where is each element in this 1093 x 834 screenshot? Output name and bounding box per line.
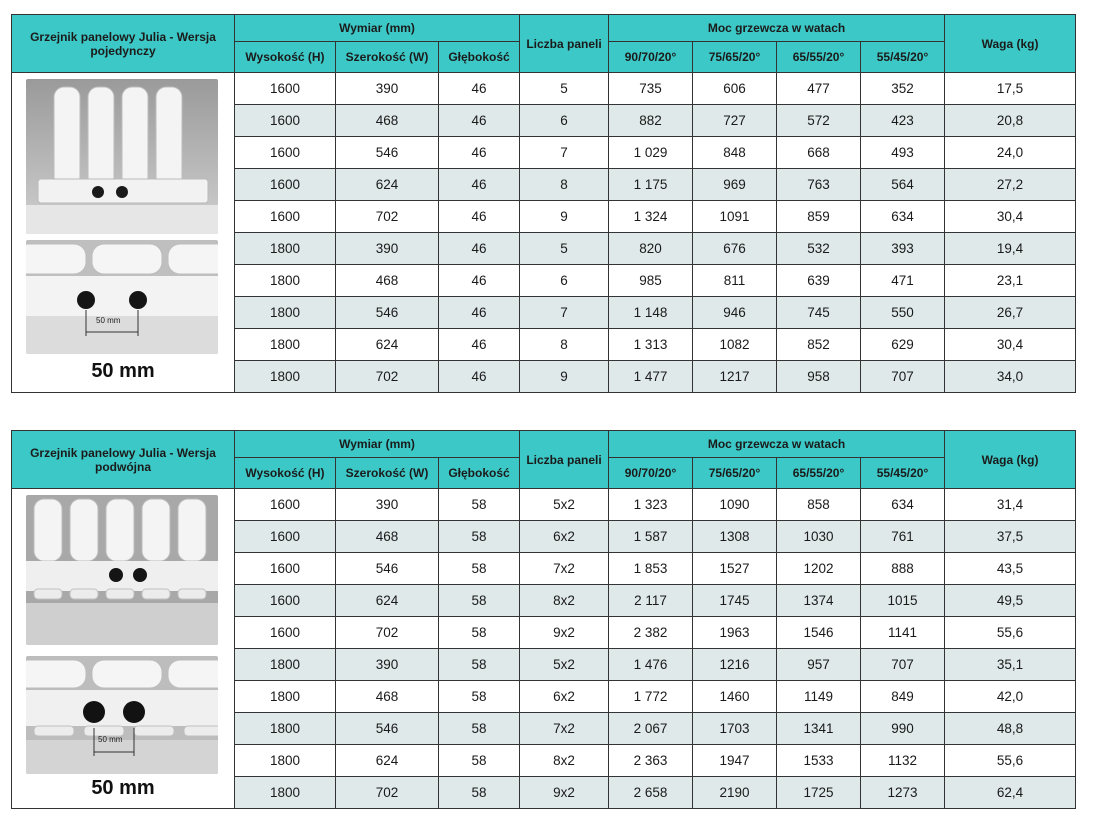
panels-header: Liczba paneli xyxy=(520,15,609,73)
panels-cell: 9 xyxy=(520,361,609,393)
power-75-cell: 1460 xyxy=(693,681,777,713)
weight-cell: 55,6 xyxy=(945,617,1076,649)
weight-cell: 27,2 xyxy=(945,169,1076,201)
panels-cell: 6 xyxy=(520,105,609,137)
radiator-photo-front xyxy=(26,79,218,234)
depth-cell: 46 xyxy=(439,329,520,361)
power-75-cell: 1947 xyxy=(693,745,777,777)
power-55-cell: 423 xyxy=(861,105,945,137)
power-90-cell: 1 324 xyxy=(609,201,693,233)
power-col-header: 75/65/20° xyxy=(693,458,777,489)
panels-cell: 8x2 xyxy=(520,745,609,777)
depth-cell: 46 xyxy=(439,297,520,329)
power-75-cell: 1216 xyxy=(693,649,777,681)
power-55-cell: 393 xyxy=(861,233,945,265)
power-90-cell: 1 323 xyxy=(609,489,693,521)
radiator-table-single xyxy=(11,14,1076,393)
product-images xyxy=(12,489,235,809)
depth-cell: 46 xyxy=(439,265,520,297)
power-65-cell: 1533 xyxy=(777,745,861,777)
depth-cell: 58 xyxy=(439,617,520,649)
power-65-cell: 668 xyxy=(777,137,861,169)
power-col-header: 75/65/20° xyxy=(693,42,777,73)
width-cell: 624 xyxy=(336,745,439,777)
height-cell: 1800 xyxy=(235,361,336,393)
height-cell: 1600 xyxy=(235,553,336,585)
weight-cell: 48,8 xyxy=(945,713,1076,745)
power-55-cell: 888 xyxy=(861,553,945,585)
depth-cell: 58 xyxy=(439,649,520,681)
power-55-cell: 707 xyxy=(861,649,945,681)
width-cell: 546 xyxy=(336,137,439,169)
height-cell: 1800 xyxy=(235,329,336,361)
radiator-table-double xyxy=(11,430,1076,809)
power-65-cell: 532 xyxy=(777,233,861,265)
power-75-cell: 1090 xyxy=(693,489,777,521)
power-55-cell: 634 xyxy=(861,201,945,233)
panels-cell: 7x2 xyxy=(520,553,609,585)
power-75-cell: 1745 xyxy=(693,585,777,617)
power-75-cell: 1091 xyxy=(693,201,777,233)
height-cell: 1600 xyxy=(235,585,336,617)
width-cell: 390 xyxy=(336,73,439,105)
width-cell: 546 xyxy=(336,553,439,585)
height-cell: 1600 xyxy=(235,489,336,521)
depth-cell: 58 xyxy=(439,777,520,809)
height-cell: 1600 xyxy=(235,137,336,169)
width-cell: 468 xyxy=(336,521,439,553)
radiator-photo-connectors xyxy=(26,240,218,354)
power-55-cell: 1141 xyxy=(861,617,945,649)
power-col-header: 55/45/20° xyxy=(861,42,945,73)
dimension-header: Wymiar (mm) xyxy=(235,431,520,458)
power-65-cell: 1030 xyxy=(777,521,861,553)
power-55-cell: 1273 xyxy=(861,777,945,809)
weight-cell: 62,4 xyxy=(945,777,1076,809)
panels-cell: 5x2 xyxy=(520,649,609,681)
weight-cell: 34,0 xyxy=(945,361,1076,393)
width-cell: 546 xyxy=(336,713,439,745)
radiator-photo-front xyxy=(26,495,218,645)
power-90-cell: 2 382 xyxy=(609,617,693,649)
power-90-cell: 820 xyxy=(609,233,693,265)
power-header: Moc grzewcza w watach xyxy=(609,431,945,458)
weight-cell: 30,4 xyxy=(945,201,1076,233)
height-cell: 1800 xyxy=(235,265,336,297)
power-65-cell: 745 xyxy=(777,297,861,329)
power-col-header: 65/55/20° xyxy=(777,42,861,73)
weight-cell: 42,0 xyxy=(945,681,1076,713)
depth-cell: 46 xyxy=(439,137,520,169)
power-col-header: 90/70/20° xyxy=(609,458,693,489)
power-65-cell: 1341 xyxy=(777,713,861,745)
height-header: Wysokość (H) xyxy=(235,458,336,489)
power-90-cell: 2 067 xyxy=(609,713,693,745)
height-cell: 1800 xyxy=(235,233,336,265)
power-65-cell: 1725 xyxy=(777,777,861,809)
power-90-cell: 2 363 xyxy=(609,745,693,777)
power-90-cell: 882 xyxy=(609,105,693,137)
power-75-cell: 848 xyxy=(693,137,777,169)
height-cell: 1800 xyxy=(235,777,336,809)
power-75-cell: 1217 xyxy=(693,361,777,393)
width-cell: 390 xyxy=(336,649,439,681)
table-title: Grzejnik panelowy Julia - Wersja podwójna xyxy=(12,431,235,489)
power-75-cell: 1527 xyxy=(693,553,777,585)
power-65-cell: 1149 xyxy=(777,681,861,713)
width-cell: 390 xyxy=(336,233,439,265)
depth-cell: 58 xyxy=(439,745,520,777)
height-cell: 1800 xyxy=(235,681,336,713)
power-col-header: 55/45/20° xyxy=(861,458,945,489)
height-cell: 1600 xyxy=(235,201,336,233)
power-header: Moc grzewcza w watach xyxy=(609,15,945,42)
table-row xyxy=(12,489,1076,521)
depth-cell: 46 xyxy=(439,361,520,393)
panels-cell: 7 xyxy=(520,137,609,169)
depth-cell: 46 xyxy=(439,73,520,105)
power-65-cell: 572 xyxy=(777,105,861,137)
power-75-cell: 1082 xyxy=(693,329,777,361)
power-90-cell: 1 029 xyxy=(609,137,693,169)
panels-cell: 5 xyxy=(520,73,609,105)
height-cell: 1600 xyxy=(235,521,336,553)
power-75-cell: 1963 xyxy=(693,617,777,649)
weight-cell: 20,8 xyxy=(945,105,1076,137)
weight-header: Waga (kg) xyxy=(945,431,1076,489)
depth-cell: 58 xyxy=(439,713,520,745)
ruler-label: 50 mm xyxy=(98,735,123,744)
power-65-cell: 1202 xyxy=(777,553,861,585)
panels-cell: 9x2 xyxy=(520,777,609,809)
panels-header: Liczba paneli xyxy=(520,431,609,489)
power-55-cell: 761 xyxy=(861,521,945,553)
width-cell: 624 xyxy=(336,169,439,201)
panels-cell: 8 xyxy=(520,169,609,201)
power-65-cell: 859 xyxy=(777,201,861,233)
power-75-cell: 1703 xyxy=(693,713,777,745)
power-55-cell: 550 xyxy=(861,297,945,329)
power-55-cell: 352 xyxy=(861,73,945,105)
width-cell: 624 xyxy=(336,585,439,617)
power-55-cell: 493 xyxy=(861,137,945,169)
weight-cell: 55,6 xyxy=(945,745,1076,777)
table-title: Grzejnik panelowy Julia - Wersja pojedynczy xyxy=(12,15,235,73)
power-55-cell: 1132 xyxy=(861,745,945,777)
panels-cell: 8x2 xyxy=(520,585,609,617)
height-cell: 1800 xyxy=(235,713,336,745)
power-55-cell: 1015 xyxy=(861,585,945,617)
power-65-cell: 852 xyxy=(777,329,861,361)
width-cell: 702 xyxy=(336,777,439,809)
width-cell: 702 xyxy=(336,361,439,393)
power-55-cell: 990 xyxy=(861,713,945,745)
height-header: Wysokość (H) xyxy=(235,42,336,73)
height-cell: 1600 xyxy=(235,73,336,105)
power-col-header: 90/70/20° xyxy=(609,42,693,73)
power-90-cell: 1 313 xyxy=(609,329,693,361)
power-90-cell: 1 853 xyxy=(609,553,693,585)
weight-cell: 26,7 xyxy=(945,297,1076,329)
width-header: Szerokość (W) xyxy=(336,458,439,489)
height-cell: 1600 xyxy=(235,169,336,201)
width-cell: 702 xyxy=(336,201,439,233)
depth-cell: 58 xyxy=(439,521,520,553)
power-65-cell: 477 xyxy=(777,73,861,105)
panels-cell: 5x2 xyxy=(520,489,609,521)
width-cell: 468 xyxy=(336,681,439,713)
power-65-cell: 957 xyxy=(777,649,861,681)
height-cell: 1600 xyxy=(235,105,336,137)
depth-cell: 58 xyxy=(439,553,520,585)
power-75-cell: 727 xyxy=(693,105,777,137)
power-65-cell: 639 xyxy=(777,265,861,297)
power-90-cell: 2 658 xyxy=(609,777,693,809)
depth-header: Głębokość xyxy=(439,42,520,73)
power-90-cell: 985 xyxy=(609,265,693,297)
spacing-label: 50 mm xyxy=(91,360,155,382)
spacing-label: 50 mm xyxy=(91,777,155,799)
weight-cell: 17,5 xyxy=(945,73,1076,105)
power-65-cell: 958 xyxy=(777,361,861,393)
power-col-header: 65/55/20° xyxy=(777,458,861,489)
weight-cell: 19,4 xyxy=(945,233,1076,265)
height-cell: 1800 xyxy=(235,297,336,329)
depth-cell: 46 xyxy=(439,201,520,233)
table-row xyxy=(12,73,1076,105)
power-55-cell: 707 xyxy=(861,361,945,393)
power-90-cell: 1 772 xyxy=(609,681,693,713)
radiator-photo-connectors xyxy=(26,656,218,774)
power-90-cell: 1 476 xyxy=(609,649,693,681)
product-images xyxy=(12,73,235,393)
weight-cell: 31,4 xyxy=(945,489,1076,521)
panels-cell: 6x2 xyxy=(520,681,609,713)
power-55-cell: 629 xyxy=(861,329,945,361)
weight-cell: 37,5 xyxy=(945,521,1076,553)
panels-cell: 7 xyxy=(520,297,609,329)
power-75-cell: 1308 xyxy=(693,521,777,553)
power-90-cell: 1 175 xyxy=(609,169,693,201)
depth-cell: 58 xyxy=(439,681,520,713)
height-cell: 1600 xyxy=(235,617,336,649)
power-90-cell: 2 117 xyxy=(609,585,693,617)
panels-cell: 6 xyxy=(520,265,609,297)
power-65-cell: 763 xyxy=(777,169,861,201)
power-90-cell: 735 xyxy=(609,73,693,105)
weight-cell: 24,0 xyxy=(945,137,1076,169)
depth-cell: 46 xyxy=(439,105,520,137)
power-55-cell: 564 xyxy=(861,169,945,201)
panels-cell: 7x2 xyxy=(520,713,609,745)
depth-header: Głębokość xyxy=(439,458,520,489)
weight-cell: 30,4 xyxy=(945,329,1076,361)
power-75-cell: 811 xyxy=(693,265,777,297)
weight-cell: 49,5 xyxy=(945,585,1076,617)
depth-cell: 58 xyxy=(439,489,520,521)
panels-cell: 6x2 xyxy=(520,521,609,553)
power-65-cell: 1374 xyxy=(777,585,861,617)
panels-cell: 8 xyxy=(520,329,609,361)
panels-cell: 9 xyxy=(520,201,609,233)
weight-cell: 43,5 xyxy=(945,553,1076,585)
power-90-cell: 1 587 xyxy=(609,521,693,553)
weight-cell: 35,1 xyxy=(945,649,1076,681)
panels-cell: 9x2 xyxy=(520,617,609,649)
width-cell: 468 xyxy=(336,105,439,137)
width-cell: 390 xyxy=(336,489,439,521)
width-cell: 702 xyxy=(336,617,439,649)
power-55-cell: 471 xyxy=(861,265,945,297)
power-75-cell: 2190 xyxy=(693,777,777,809)
depth-cell: 58 xyxy=(439,585,520,617)
dimension-header: Wymiar (mm) xyxy=(235,15,520,42)
power-75-cell: 969 xyxy=(693,169,777,201)
power-65-cell: 1546 xyxy=(777,617,861,649)
depth-cell: 46 xyxy=(439,169,520,201)
ruler-label: 50 mm xyxy=(96,316,121,325)
height-cell: 1800 xyxy=(235,745,336,777)
power-90-cell: 1 148 xyxy=(609,297,693,329)
power-75-cell: 676 xyxy=(693,233,777,265)
power-55-cell: 849 xyxy=(861,681,945,713)
width-header: Szerokość (W) xyxy=(336,42,439,73)
height-cell: 1800 xyxy=(235,649,336,681)
weight-header: Waga (kg) xyxy=(945,15,1076,73)
weight-cell: 23,1 xyxy=(945,265,1076,297)
power-90-cell: 1 477 xyxy=(609,361,693,393)
panels-cell: 5 xyxy=(520,233,609,265)
width-cell: 546 xyxy=(336,297,439,329)
depth-cell: 46 xyxy=(439,233,520,265)
power-75-cell: 606 xyxy=(693,73,777,105)
power-75-cell: 946 xyxy=(693,297,777,329)
width-cell: 624 xyxy=(336,329,439,361)
power-65-cell: 858 xyxy=(777,489,861,521)
width-cell: 468 xyxy=(336,265,439,297)
power-55-cell: 634 xyxy=(861,489,945,521)
